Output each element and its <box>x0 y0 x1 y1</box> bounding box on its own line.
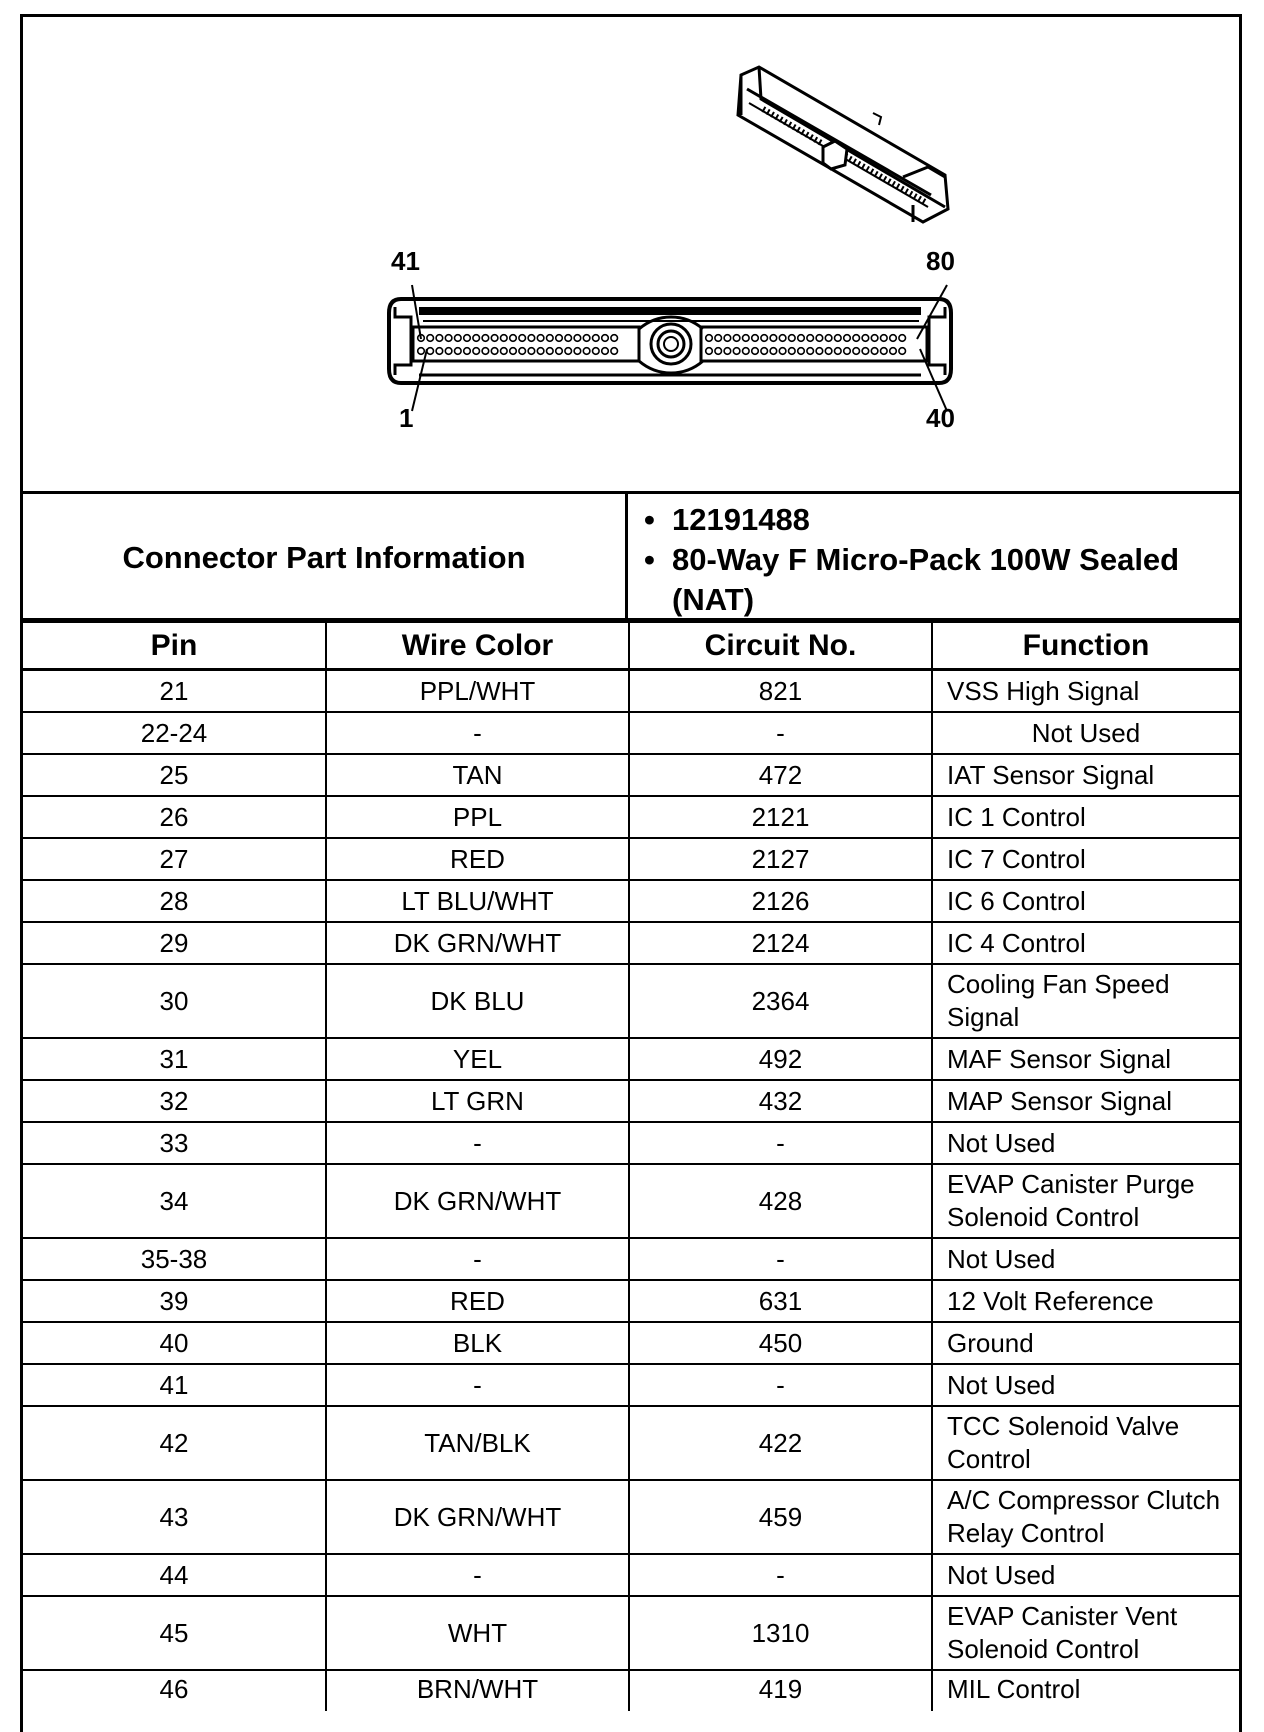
connector-part-info <box>23 491 1239 621</box>
pin-cell: 30 <box>23 964 326 1038</box>
table-row <box>23 922 1239 964</box>
wire-color-cell: YEL <box>326 1038 629 1080</box>
circuit-cell: 2124 <box>629 922 932 964</box>
wire-color-cell: - <box>326 1122 629 1164</box>
circuit-cell: 2127 <box>629 838 932 880</box>
function-cell: Not Used <box>932 1122 1239 1164</box>
table-row <box>23 1670 1239 1711</box>
connector-description-item: • 80-Way F Micro-Pack 100W Sealed (NAT) <box>644 542 1180 617</box>
table-row <box>23 712 1239 754</box>
function-cell: IC 1 Control <box>932 796 1239 838</box>
pin-cell: 41 <box>23 1364 326 1406</box>
pin-cell: 39 <box>23 1280 326 1322</box>
table-row <box>23 670 1239 713</box>
wire-color-cell: WHT <box>326 1596 629 1670</box>
header-wire-color: Wire Color <box>326 622 629 670</box>
pin-cell: 45 <box>23 1596 326 1670</box>
circuit-cell: 419 <box>629 1670 932 1711</box>
wire-color-cell: - <box>326 712 629 754</box>
pin-cell: 31 <box>23 1038 326 1080</box>
pin-cell: 22-24 <box>23 712 326 754</box>
table-row <box>23 838 1239 880</box>
table-row <box>23 1238 1239 1280</box>
function-cell: Not Used <box>932 1238 1239 1280</box>
wire-color-cell: BLK <box>326 1322 629 1364</box>
circuit-cell: 459 <box>629 1480 932 1554</box>
circuit-cell: - <box>629 712 932 754</box>
circuit-cell: 2121 <box>629 796 932 838</box>
wire-color-cell: TAN/BLK <box>326 1406 629 1480</box>
function-cell: EVAP Canister Purge Solenoid Control <box>932 1164 1239 1238</box>
connector-diagram <box>23 17 1239 491</box>
function-cell: IC 4 Control <box>932 922 1239 964</box>
pin-cell: 46 <box>23 1670 326 1711</box>
pin-cell: 44 <box>23 1554 326 1596</box>
circuit-cell: 432 <box>629 1080 932 1122</box>
header-function: Function <box>932 622 1239 670</box>
pin-cell: 40 <box>23 1322 326 1364</box>
pin-cell: 28 <box>23 880 326 922</box>
table-row <box>23 1364 1239 1406</box>
circuit-cell: 631 <box>629 1280 932 1322</box>
pin-cell: 35-38 <box>23 1238 326 1280</box>
circuit-cell: 821 <box>629 670 932 713</box>
table-row <box>23 1596 1239 1670</box>
wire-color-cell: LT GRN <box>326 1080 629 1122</box>
table-row <box>23 1122 1239 1164</box>
wire-color-cell: DK GRN/WHT <box>326 1480 629 1554</box>
wire-color-cell: PPL <box>326 796 629 838</box>
table-row <box>23 880 1239 922</box>
table-row <box>23 1038 1239 1080</box>
connector-drawing <box>23 17 1239 491</box>
wire-color-cell: - <box>326 1238 629 1280</box>
pin-cell: 32 <box>23 1080 326 1122</box>
wire-color-cell: PPL/WHT <box>326 670 629 713</box>
table-row <box>23 1080 1239 1122</box>
circuit-cell: - <box>629 1554 932 1596</box>
circuit-cell: 492 <box>629 1038 932 1080</box>
connector-description: 80-Way F Micro-Pack 100W Sealed (NAT) <box>672 542 1180 617</box>
circuit-cell: 472 <box>629 754 932 796</box>
table-row <box>23 796 1239 838</box>
circuit-cell: 422 <box>629 1406 932 1480</box>
table-header-row <box>23 622 1239 670</box>
function-cell: TCC Solenoid Valve Control <box>932 1406 1239 1480</box>
pin-cell: 26 <box>23 796 326 838</box>
pin-cell: 42 <box>23 1406 326 1480</box>
pin-cell: 34 <box>23 1164 326 1238</box>
connector-face <box>389 299 951 383</box>
table-row <box>23 1280 1239 1322</box>
circuit-cell: - <box>629 1364 932 1406</box>
circuit-cell: - <box>629 1122 932 1164</box>
pin-label-1: 1 <box>399 403 414 433</box>
header-circuit-no: Circuit No. <box>629 622 932 670</box>
pin-cell: 27 <box>23 838 326 880</box>
function-cell: Not Used <box>932 1364 1239 1406</box>
function-cell: Not Used <box>932 712 1239 754</box>
wire-color-cell: DK GRN/WHT <box>326 1164 629 1238</box>
pin-cell: 29 <box>23 922 326 964</box>
function-cell: EVAP Canister Vent Solenoid Control <box>932 1596 1239 1670</box>
wire-color-cell: - <box>326 1364 629 1406</box>
circuit-cell: 428 <box>629 1164 932 1238</box>
wire-color-cell: LT BLU/WHT <box>326 880 629 922</box>
pin-cell: 43 <box>23 1480 326 1554</box>
table-row <box>23 1406 1239 1480</box>
function-cell: 12 Volt Reference <box>932 1280 1239 1322</box>
part-number: 12191488 <box>672 502 810 537</box>
circuit-cell: 2126 <box>629 880 932 922</box>
pin-label-41: 41 <box>391 246 420 276</box>
table-row <box>23 964 1239 1038</box>
part-number-item: • 12191488 <box>644 502 810 537</box>
function-cell: Not Used <box>932 1554 1239 1596</box>
pin-cell: 33 <box>23 1122 326 1164</box>
function-cell: Ground <box>932 1322 1239 1364</box>
table-row <box>23 1480 1239 1554</box>
function-cell: IC 6 Control <box>932 880 1239 922</box>
pin-cell: 21 <box>23 670 326 713</box>
circuit-cell: 1310 <box>629 1596 932 1670</box>
circuit-cell: - <box>629 1238 932 1280</box>
function-cell: A/C Compressor Clutch Relay Control <box>932 1480 1239 1554</box>
wire-color-cell: DK BLU <box>326 964 629 1038</box>
function-cell: VSS High Signal <box>932 670 1239 713</box>
connector-info-title: Connector Part Information <box>23 494 628 621</box>
table-row <box>23 754 1239 796</box>
table-row <box>23 1554 1239 1596</box>
table-row <box>23 1322 1239 1364</box>
connector-3d-icon <box>738 67 948 222</box>
wire-color-cell: RED <box>326 1280 629 1322</box>
function-cell: Cooling Fan Speed Signal <box>932 964 1239 1038</box>
function-cell: MAP Sensor Signal <box>932 1080 1239 1122</box>
wire-color-cell: DK GRN/WHT <box>326 922 629 964</box>
function-cell: MAF Sensor Signal <box>932 1038 1239 1080</box>
wire-color-cell: - <box>326 1554 629 1596</box>
wire-color-cell: RED <box>326 838 629 880</box>
connector-sheet <box>20 14 1242 1732</box>
wire-color-cell: TAN <box>326 754 629 796</box>
function-cell: IAT Sensor Signal <box>932 754 1239 796</box>
pin-label-80: 80 <box>926 246 955 276</box>
pin-cell: 25 <box>23 754 326 796</box>
table-row <box>23 1164 1239 1238</box>
circuit-cell: 2364 <box>629 964 932 1038</box>
wire-color-cell: BRN/WHT <box>326 1670 629 1711</box>
header-pin: Pin <box>23 622 326 670</box>
circuit-cell: 450 <box>629 1322 932 1364</box>
pin-label-40: 40 <box>926 403 955 433</box>
pinout-table <box>23 621 1239 1711</box>
connector-info-list <box>628 500 1228 620</box>
function-cell: IC 7 Control <box>932 838 1239 880</box>
function-cell: MIL Control <box>932 1670 1239 1711</box>
